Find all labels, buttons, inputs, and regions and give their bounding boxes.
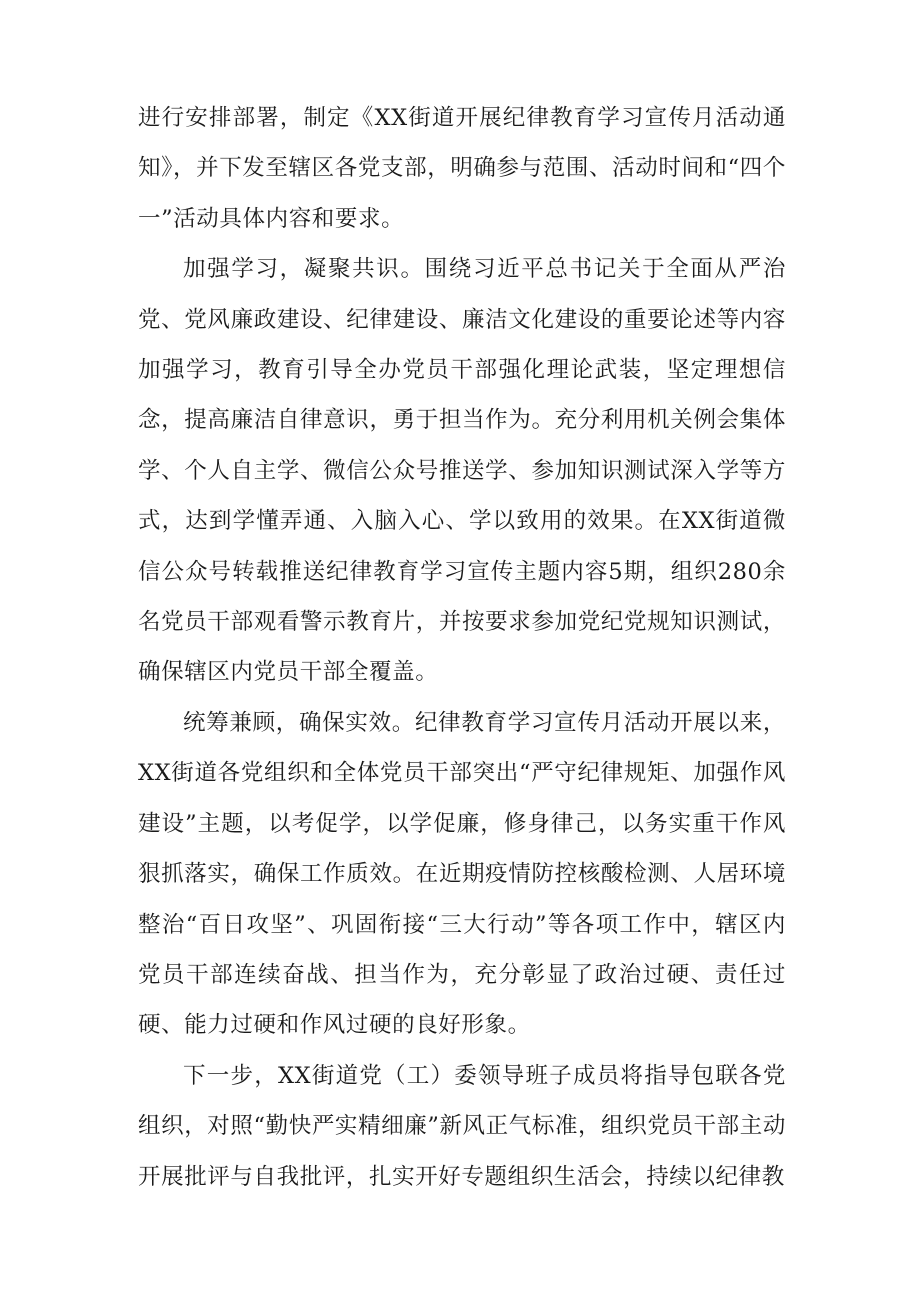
- paragraph-strengthen-study: 加强学习，凝聚共识。围绕习近平总书记关于全面从严治党、党风廉政建设、纪律建设、廉洁文化建设的重要论述等内容加强学习，教育引导全办党员干部强化理论武装，坚定理想信念，提高廉洁自律意识，勇于担当作为。充分利用机关例会集体学、个人自主学、微信公众号推送学、参加知识测试深入学等方式，达到学懂弄通、入脑入心、学以致用的效果。在XX街道微信公众号转载推送纪律教育学习宣传主题内容5期，组织280余名党员干部观看警示教育片，并按要求参加党纪党规知识测试，确保辖区内党员干部全覆盖。: [138, 256, 786, 686]
- document-page: [138, 93, 786, 1202]
- paragraph-next-steps: 下一步，XX街道党（工）委领导班子成员将指导包联各党组织，对照“勤快严实精细廉”新风正气标准，组织党员干部主动开展批评与自我批评，扎实开好专题组织生活会，持续以纪律教: [138, 1062, 786, 1190]
- paragraph-coordinate-results: 统筹兼顾，确保实效。纪律教育学习宣传月活动开展以来，XX街道各党组织和全体党员干部突出“严守纪律规矩、加强作风建设”主题，以考促学，以学促廉，修身律己，以务实重干作风狠抓落实，确保工作质效。在近期疫情防控核酸检测、人居环境整治“百日攻坚”、巩固衔接“三大行动”等各项工作中，辖区内党员干部连续奋战、担当作为，充分彰显了政治过硬、责任过硬、能力过硬和作风过硬的良好形象。: [138, 709, 786, 1039]
- paragraph-continuation: 进行安排部署，制定《XX街道开展纪律教育学习宣传月活动通知》，并下发至辖区各党支部，明确参与范围、活动时间和“四个一”活动具体内容和要求。: [138, 105, 786, 232]
